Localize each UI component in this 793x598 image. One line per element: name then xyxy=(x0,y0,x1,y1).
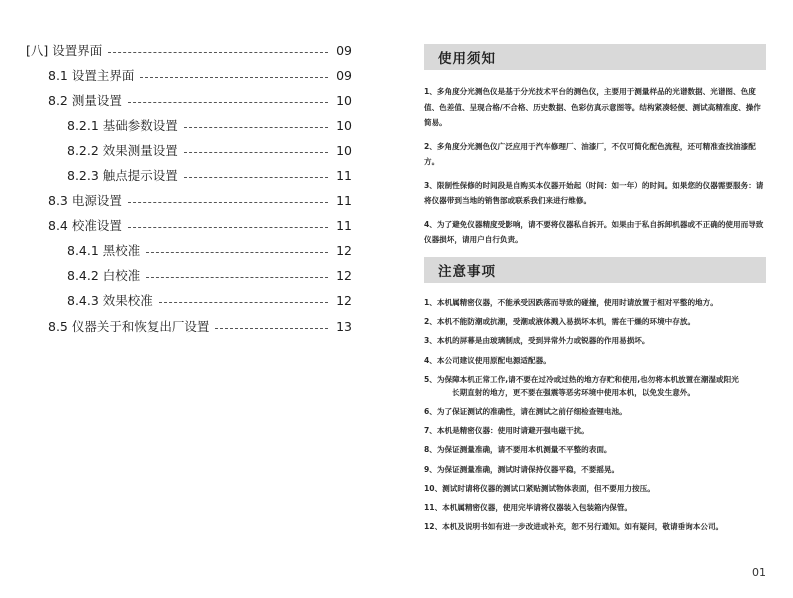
caution-item xyxy=(424,482,768,495)
caution-section-header xyxy=(424,257,766,283)
toc-entry[interactable] xyxy=(48,315,352,337)
toc-leader xyxy=(184,152,328,153)
toc-entry-label: 8.2.2 效果测量设置 xyxy=(67,143,178,158)
caution-item-text: 11、本机属精密仪器，使用完毕请将仪器装入包装箱内保管。 xyxy=(424,502,633,512)
toc-leader xyxy=(140,77,328,78)
caution-item-text: 7、本机是精密仪器：使用时请避开强电磁干扰。 xyxy=(424,426,589,436)
toc-entry-label: 8.3 电源设置 xyxy=(48,193,122,208)
caution-item-text: 1、本机属精密仪器，不能承受因跌落而导致的碰撞，使用时请放置于相对平整的地方。 xyxy=(424,298,718,307)
toc-entry[interactable] xyxy=(48,89,352,111)
toc-entry[interactable] xyxy=(26,39,352,61)
toc-leader xyxy=(184,127,328,128)
toc-entry[interactable] xyxy=(67,264,352,286)
toc-entry-label: 8.1 设置主界面 xyxy=(48,68,135,83)
toc-leader xyxy=(184,177,328,178)
toc-entry-page: 10 xyxy=(336,92,352,108)
caution-item xyxy=(424,424,768,437)
usage-section-title: 使用须知 xyxy=(438,51,496,67)
caution-item xyxy=(424,334,768,347)
usage-section-header xyxy=(424,44,766,70)
toc-entry-page: 12 xyxy=(336,292,352,308)
toc-entry-page: 10 xyxy=(336,142,352,158)
caution-item-text: 2、本机不能防潮或抗潮，受潮或液体溅入易损坏本机，需在干燥的环境中存放。 xyxy=(424,317,696,327)
toc-entry[interactable] xyxy=(67,139,352,161)
usage-paragraph: 4、为了避免仪器精度受影响，请不要将仪器私自拆开。如果由于私自拆卸机器或不正确的使用而导致仪器损坏，请用户自行负责。 xyxy=(424,219,764,244)
toc-entry[interactable] xyxy=(67,164,352,186)
usage-notes xyxy=(424,84,768,256)
caution-item-text: 3、本机的屏幕是由玻璃制成，受到异常外力或锐器的作用易损坏。 xyxy=(424,336,650,346)
toc-entry-label: 8.4 校准设置 xyxy=(48,218,122,233)
caution-item xyxy=(424,443,768,456)
toc-entry-label: 8.2.3 触点提示设置 xyxy=(67,168,178,183)
toc-entry[interactable] xyxy=(67,114,352,136)
caution-item xyxy=(424,315,768,328)
caution-item-text: 6、为了保证测试的准确性，请在测试之前仔细检查锂电池。 xyxy=(424,406,627,416)
caution-item xyxy=(424,354,768,367)
toc-entry[interactable] xyxy=(48,214,352,236)
toc-leader xyxy=(146,277,328,278)
toc-entry-page: 11 xyxy=(336,167,352,183)
toc-entry-page: 12 xyxy=(336,242,352,258)
toc-leader xyxy=(128,227,328,228)
toc-leader xyxy=(146,252,328,253)
caution-item-text: 8、为保证测量准确，请不要用本机测量不平整的表面。 xyxy=(424,445,612,455)
toc-entry-page: 10 xyxy=(336,117,352,133)
toc-entry[interactable] xyxy=(48,189,352,211)
toc-entry-label: 8.2 测量设置 xyxy=(48,93,122,108)
toc-leader xyxy=(108,52,328,53)
toc-entry-label: 8.5 仪器关于和恢复出厂设置 xyxy=(48,319,210,334)
usage-paragraph: 1、多角度分光测色仪是基于分光技术平台的测色仪，主要用于测量样品的光谱数据、光谱图、色度值、色差值、呈现合格/不合格、历史数据、色彩仿真示意图等。结构紧凑轻便、测试高精准度、操作简易。 xyxy=(424,87,761,127)
toc-entry[interactable] xyxy=(48,64,352,86)
caution-item xyxy=(424,501,768,514)
caution-item xyxy=(424,520,768,533)
caution-item-text: 5、为保障本机正常工作,请不要在过冷或过热的地方存贮和使用,也勿将本机放置在潮湿或阳光 xyxy=(424,374,739,384)
caution-item-text: 9、为保证测量准确，测试时请保持仪器平稳，不要摇晃。 xyxy=(424,464,620,474)
caution-section-title: 注意事项 xyxy=(438,264,496,280)
caution-item-text: 10、测试时请将仪器的测试口紧贴测试物体表面，但不要用力按压。 xyxy=(424,483,655,493)
caution-list xyxy=(424,296,768,539)
toc-entry-page: 11 xyxy=(336,192,352,208)
usage-paragraph: 2、多角度分光测色仪广泛应用于汽车修理厂、油漆厂，不仅可简化配色流程，还可精准查找油漆配方。 xyxy=(424,141,756,166)
table-of-contents xyxy=(0,0,370,598)
toc-entry-page: 09 xyxy=(336,42,352,58)
toc-entry-label: [八] 设置界面 xyxy=(26,43,103,58)
toc-entry[interactable] xyxy=(67,289,352,311)
page-number: 01 xyxy=(752,566,766,579)
toc-leader xyxy=(128,202,328,203)
caution-item xyxy=(424,405,768,418)
caution-item xyxy=(424,373,768,399)
toc-entry-page: 13 xyxy=(336,318,352,334)
caution-item-text: 4、本公司建议使用原配电源适配器。 xyxy=(424,355,551,365)
caution-item xyxy=(424,463,768,476)
caution-item xyxy=(424,296,768,309)
toc-entry-label: 8.2.1 基础参数设置 xyxy=(67,118,178,133)
toc-entry-label: 8.4.3 效果校准 xyxy=(67,293,153,308)
toc-leader xyxy=(215,328,328,329)
toc-leader xyxy=(128,102,328,103)
toc-entry-page: 11 xyxy=(336,217,352,233)
toc-leader xyxy=(159,302,328,303)
toc-entry-page: 12 xyxy=(336,267,352,283)
toc-entry-page: 09 xyxy=(336,67,352,83)
caution-item-text: 12、本机及说明书如有进一步改进或补充，恕不另行通知。如有疑问，敬请垂询本公司。 xyxy=(424,522,724,532)
toc-entry[interactable] xyxy=(67,239,352,261)
toc-entry-label: 8.4.2 白校准 xyxy=(67,268,141,283)
caution-item-continuation: 长期直射的地方，更不要在强震等恶劣环境中使用本机，以免发生意外。 xyxy=(452,387,695,397)
usage-paragraph: 3、限制性保修的时间段是自购买本仪器开始起（时间：如一年）的时间。如果您的仪器需要服务：请将仪器带到当地的销售部或联系我们来进行维修。 xyxy=(424,180,764,205)
toc-entry-label: 8.4.1 黑校准 xyxy=(67,243,141,258)
